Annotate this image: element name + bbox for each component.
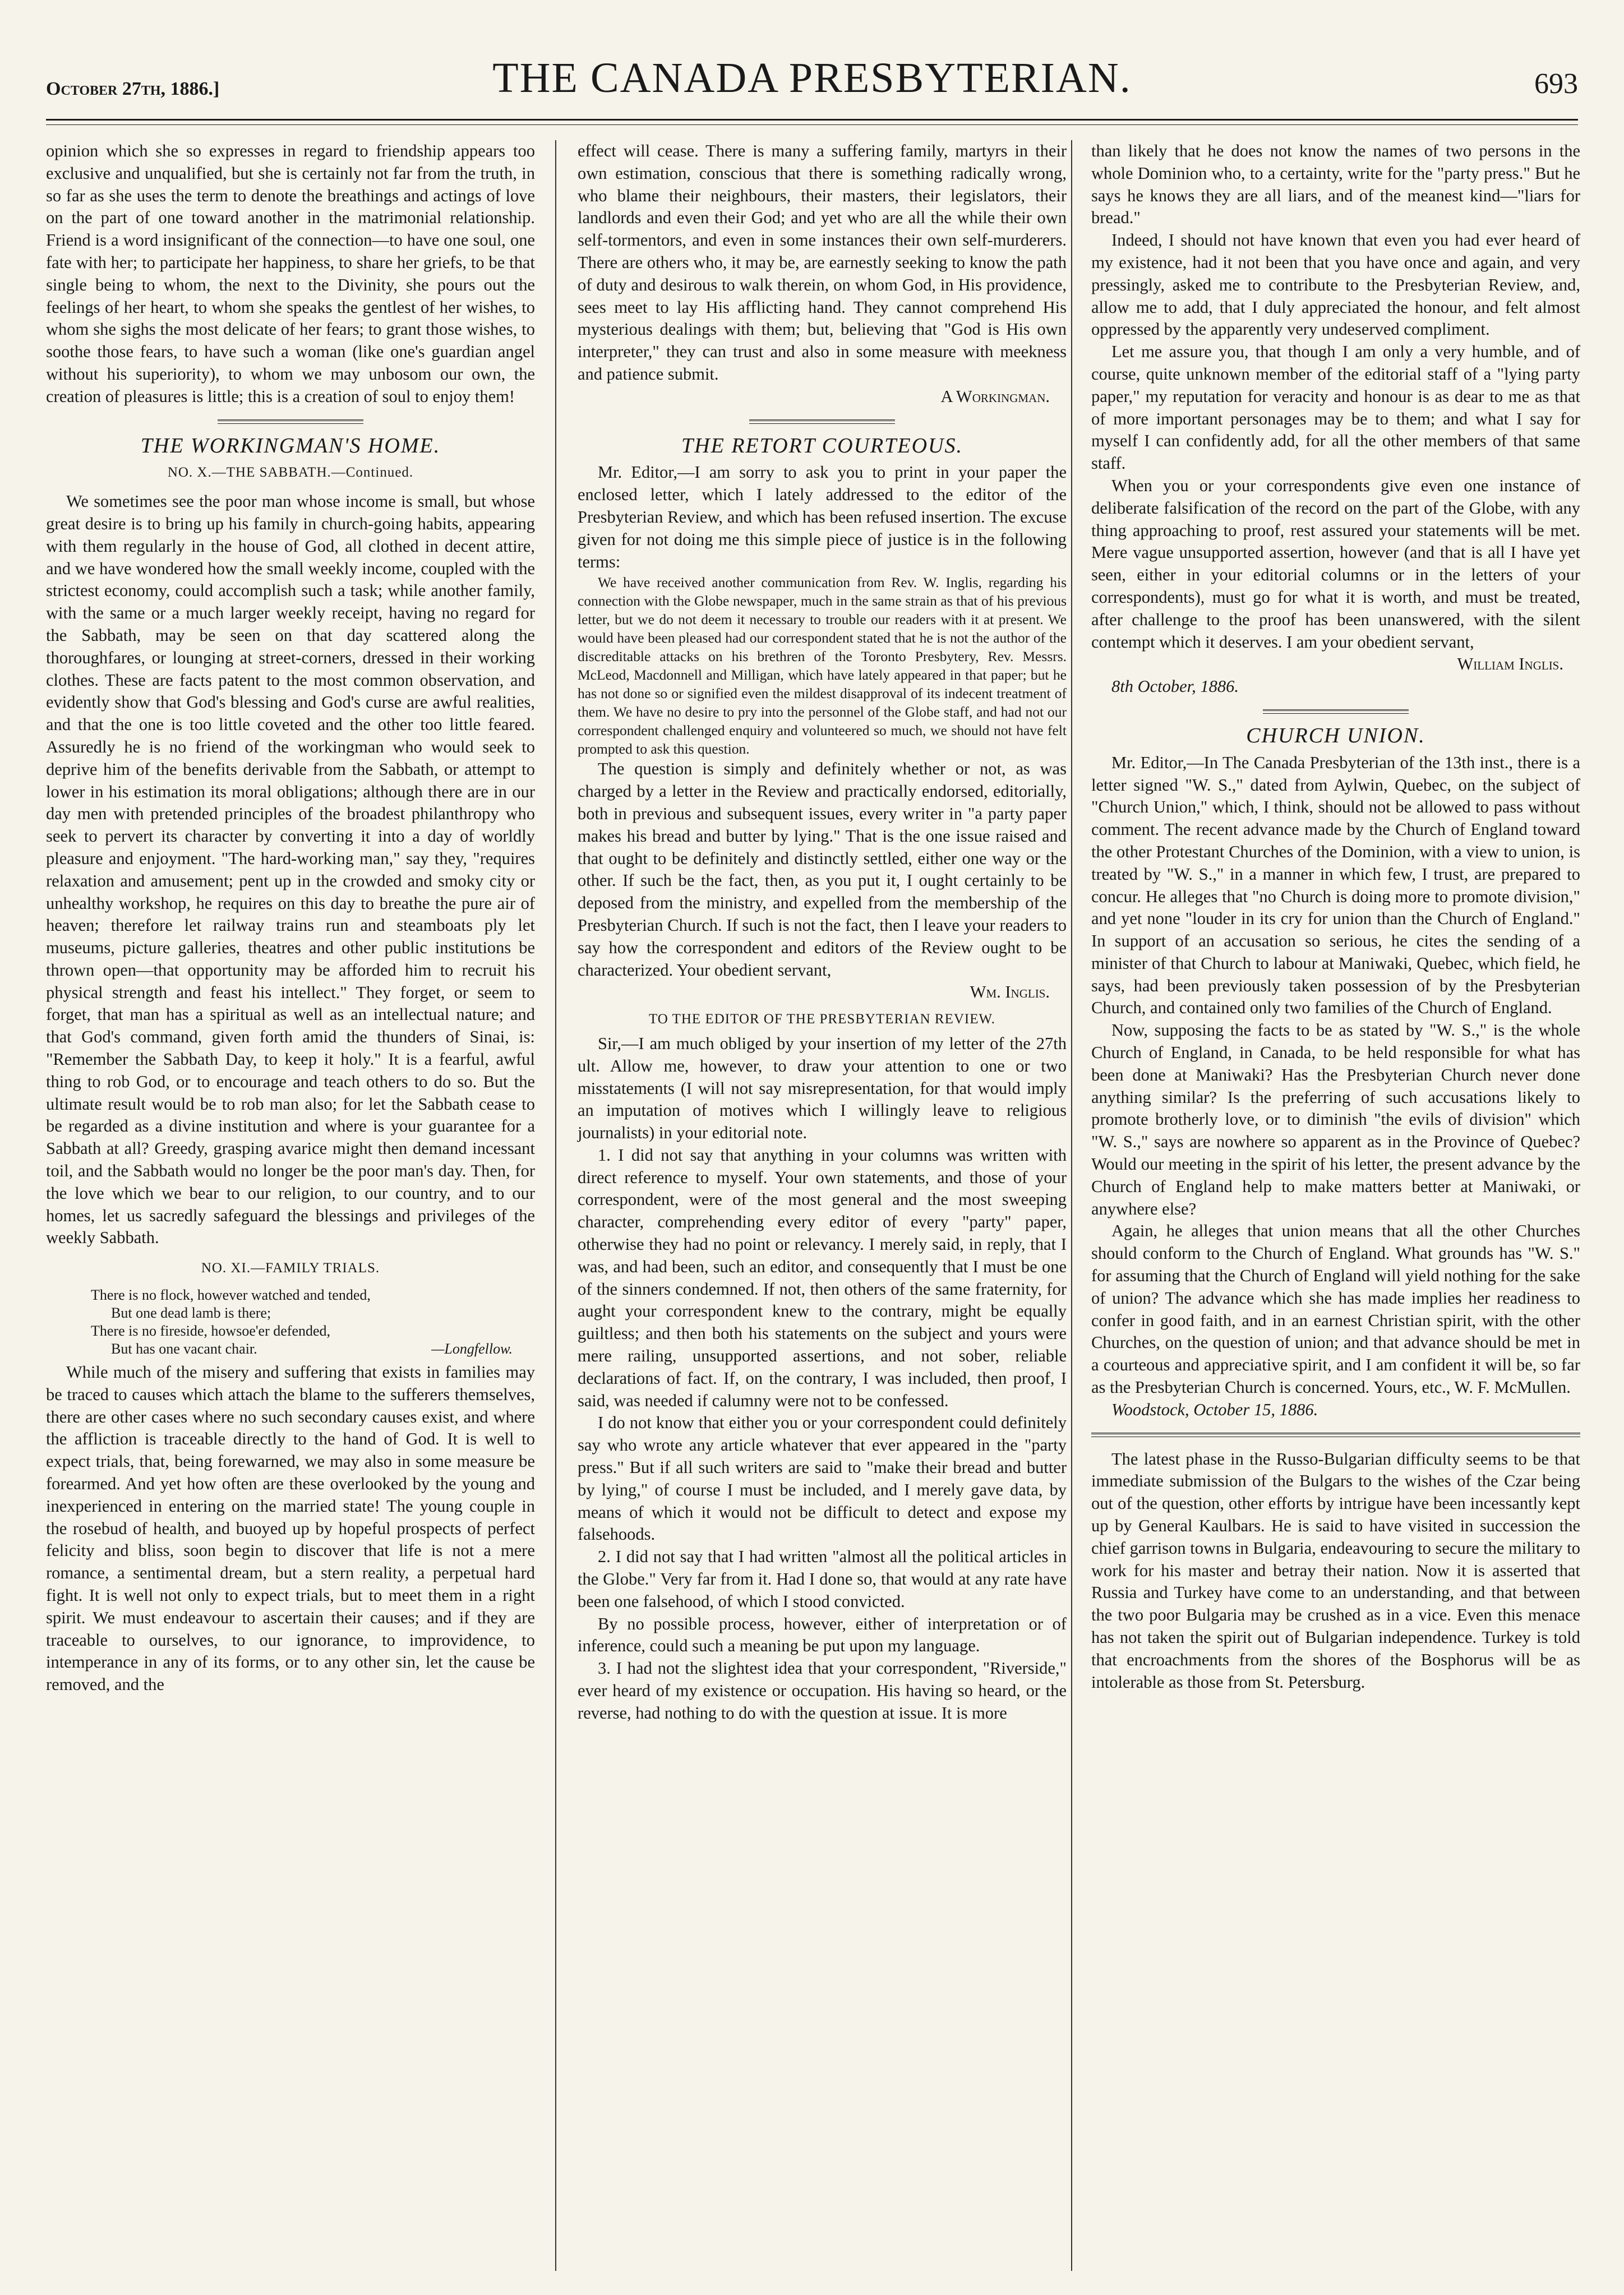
poem-line: There is no flock, however watched and tended, bbox=[91, 1287, 371, 1304]
separator-rule bbox=[749, 419, 895, 424]
article-text: Mr. Editor,—I am sorry to ask you to print in your paper the enclosed letter, which I lately addressed to the editor of the Presbyterian Review, and which has been refused insertion. The excuse given for not doing me this simple piece of justice is in the following terms: bbox=[578, 463, 1067, 571]
article-heading: THE RETORT COURTEOUS. bbox=[681, 433, 963, 458]
issue-date: October 27th, 1886.] bbox=[46, 78, 220, 99]
column-2 bbox=[578, 140, 1067, 1725]
article-text: I do not know that either you or your correspondent could definitely say who wrote any article whatever that ever appeared in the "party press." But if all such writers are said to "make their bread and butter by lying," of course I must be included, and I merely gave data, by means of which it would not be difficult to detect and expose my falsehoods. bbox=[578, 1413, 1067, 1544]
poem-line: But has one vacant chair. bbox=[111, 1341, 257, 1357]
article-text: 2. I did not say that I had written "almost all the political articles in the Globe." Very far from it. Had I done so, that would at any rate have been one falsehood, of which I stood convicted. bbox=[578, 1547, 1067, 1611]
article-text: The question is simply and definitely whether or not, as was charged by a letter in the Review and practically endorsed, editorially, both in previous and subsequent issues, every writer in "a party paper makes his bread and butter by lying." That is the one issue raised and that ought to be definitely and distinctly settled, either one way or the other. If such be the fact, then, as you put it, I ought certainly to be deposed from the ministry, and expelled from the membership of the Presbyterian Church. If such is not the fact, then I leave your readers to say how the correspondent and editors of the Review ought to be characterized. Your obedient servant, bbox=[578, 759, 1067, 980]
masthead bbox=[46, 54, 1578, 121]
article-text: than likely that he does not know the names of two persons in the whole Dominion who, to a certainty, write for the "party press." But he says he knows they are all liars, and of the meanest kind—"liars for bread." bbox=[1091, 141, 1580, 228]
article-text: Let me assure you, that though I am only a very humble, and of course, quite unknown member of the editorial staff of a "lying party paper," my reputation for veracity and honour is as dear to me as that of more important personages may be to them; and what I say for myself I can confidently add, for all the other members of that same staff. bbox=[1091, 342, 1580, 473]
column-divider bbox=[1071, 140, 1072, 2271]
column-divider bbox=[555, 140, 556, 2271]
article-text: By no possible process, however, either of interpretation or of inference, could such a meaning be put upon my language. bbox=[578, 1614, 1067, 1656]
article-text: The latest phase in the Russo-Bulgarian difficulty seems to be that immediate submission of the Bulgars to the wishes of the Czar being out of the question, other efforts by intrigue have been incessantly kept up by General Kaulbars. He is said to have visited in succession the chief garrison towns in Bulgaria, endeavouring to secure the military to work for his master and betray their nation. Now it is asserted that Russia and Turkey have come to an understanding, and that between the two poor Bulgaria may be crushed as in a vice. Even this menace has not taken the spirit out of Bulgarian independence. Turkey is told that encroachments from the shores of the Bosphorus will be as intolerable as those from St. Petersburg. bbox=[1091, 1449, 1580, 1692]
article-text: Indeed, I should not have known that even you had ever heard of my existence, had it not been that you have once and again, and very pressingly, asked me to contribute to the Presbyterian Review, and, allow me to add, that I duly appreciated the honour, and felt almost oppressed by the apparently very undeserved compliment. bbox=[1091, 230, 1580, 339]
dateline: Woodstock, October 15, 1886. bbox=[1111, 1400, 1318, 1419]
separator-rule bbox=[218, 419, 363, 424]
article-text: Sir,—I am much obliged by your insertion of my letter of the 27th ult. Allow me, however, to draw your attention to one or two misstatements (I will not say misrepresentation, for that would imply an imputation of motives which I willingly leave to religious journalists) in your editorial note. bbox=[578, 1033, 1067, 1143]
article-text: effect will cease. There is many a suffering family, martyrs in their own estimation, conscious that there is something radically wrong, who blame their neighbours, their masters, their legislators, their landlords and even their God; and yet who are all the while their own self-tormentors, and even in some instances their own self-murderers. There are others who, it may be, are earnestly seeking to know the path of duty and desirous to walk therein, on whom God, in His providence, sees meet to lay His afflicting hand. They cannot comprehend His mysterious dealings with them; but, believing that "God is His own interpreter," they can trust and also in some measure with meekness and patience submit. bbox=[578, 141, 1067, 384]
article-text: Mr. Editor,—In The Canada Presbyterian of the 13th inst., there is a letter signed "W. S.," dated from Aylwin, Quebec, on the subject of "Church Union," which, I think, should not be allowed to pass without comment. The recent advance made by the Church of England toward the other Protestant Churches of the Dominion, with a view to union, is treated by "W. S.," in a manner in which few, I trust, are prepared to concur. He alleges that "no Church is doing more to promote division," and yet none "louder in its cry for union than the Church of England." In support of an accusation so serious, he cites the sending of a minister of that Church to labour at Maniwaki, Quebec, which field, he says, had been previously taken possession of by the Presbyterian Church, and contained only two families of the Church of England. bbox=[1091, 752, 1580, 1018]
page-number: 693 bbox=[1534, 68, 1578, 100]
article-text: opinion which she so expresses in regard to friendship appears too exclusive and unqualified, but she is certainly not far from the truth, in so far as she uses the term to denote the breathings and actings of love on the part of one toward another in the matrimonial relationship. Friend is a word insignificant of the connection—to have one soul, one fate with her; to participate her happiness, to share her griefs, to be that single being to whom, the next to the Divinity, she pours out the feelings of her heart, to whom she speaks the gentlest of her wishes, to whom she sighs the most delicate of her fears; to grant those wishes, to soothe those fears, to have such a woman (like one's guardian angel without his superiority), to whom we may unbosom our own, the creation of pleasures is little; this is a creation of soul to enjoy them! bbox=[46, 141, 535, 406]
article-text: Again, he alleges that union means that all the other Churches should conform to the Church of England. What grounds has "W. S." for assuming that the Church of England will yield nothing for the sake of union? The advance which she has made implies her readiness to confer in good faith, and in an earnest Christian spirit, with the other Churches, on the question of union; and that advance should be met in a courteous and appreciative spirit, and I am confident it will be, so far as the Presbyterian Church is concerned. Yours, etc., W. F. McMullen. bbox=[1091, 1221, 1580, 1397]
article-text: 1. I did not say that anything in your columns was written with direct reference to myself. Your own statements, and those of your correspondent, were of the most general and the most sweeping character, comprehending every editor of every "party" paper, otherwise they had no point or relevancy. I merely said, in reply, that I was, and had been, such an editor, and consequently that I must be one of the sinners condemned. If not, then others of the same fraternity, for aught your correspondent knew to the contrary, might be equally guiltless; and then both his statements on the subject and yours were mere railing, unsupported assertions, and not sober, reliable declarations of fact. If, on the contrary, I was included, then proof, I said, was needed if calumny were not to be confessed. bbox=[578, 1145, 1067, 1410]
poem-line: There is no fireside, howsoe'er defended, bbox=[91, 1323, 331, 1340]
article-text: Now, supposing the facts to be as stated by "W. S.," is the whole Church of England, in Canada, to be held responsible for what has been done at Maniwaki? Has the Presbyterian Church never done anything similar? Is the preferring of such accusations likely to promote brotherly love, or to diminish "the evils of division" which "W. S.," says are nowhere so apparent as in the Province of Quebec? Would our meeting in the spirit of his letter, the present advance by the Church of England help to make matters better at Maniwaki, or anywhere else? bbox=[1091, 1020, 1580, 1218]
poem-line: But one dead lamb is there; bbox=[111, 1305, 271, 1322]
separator-rule bbox=[1091, 1433, 1580, 1437]
article-text: 3. I had not the slightest idea that your correspondent, "Riverside," ever heard of my existence or occupation. His having so heard, or the reverse, had nothing to do with the question at issue. It is more bbox=[578, 1659, 1067, 1723]
column-1 bbox=[46, 140, 535, 1696]
poem-attribution: —Longfellow. bbox=[431, 1341, 513, 1357]
letter-address: TO THE EDITOR OF THE PRESBYTERIAN REVIEW. bbox=[648, 1012, 996, 1027]
article-heading: THE WORKINGMAN'S HOME. bbox=[140, 433, 441, 458]
article-subheading: NO. X.—THE SABBATH.—Continued. bbox=[167, 465, 414, 481]
masthead-rule bbox=[46, 119, 1578, 121]
poem-quote bbox=[91, 1286, 535, 1358]
separator-rule bbox=[1263, 709, 1409, 714]
signature: A Workingman. bbox=[940, 386, 1050, 406]
signature: William Inglis. bbox=[1457, 654, 1563, 674]
article-subheading: NO. XI.—FAMILY TRIALS. bbox=[201, 1260, 380, 1276]
article-heading: CHURCH UNION. bbox=[1246, 723, 1425, 747]
masthead-rule-thin bbox=[46, 124, 1578, 125]
article-text: While much of the misery and suffering that exists in families may be traced to causes which attach the blame to the sufferers themselves, there are other cases where no such secondary causes exist, and where the affliction is traceable directly to the hand of God. It is well to expect trials, that, being forewarned, we may also in some measure be forearmed. And yet how often are these overlooked by the young and inexperienced in entering on the married state! The young couple in the rosebud of health, and buoyed up by hopeful prospects of perfect felicity and bliss, soon begin to discover that life is not a mere romance, a sentimental dream, but a stern reality, a perpetual hard fight. It is well not only to expect trials, but to meet them in a right spirit. We must endeavour to ascertain their causes; and if they are traceable to ourselves, to our ignorance, to improvidence, to intemperance in any of its forms, or to any other sin, let the cause be removed, and the bbox=[46, 1363, 535, 1694]
column-3 bbox=[1091, 140, 1580, 1693]
dateline: 8th October, 1886. bbox=[1111, 677, 1239, 696]
quoted-notice: We have received another communication from Rev. W. Inglis, regarding his connection with the Globe newspaper, much in the same strain as that of his previous letter, but we do not deem it necessary to trouble our readers with it at present. We would have been pleased had our correspondent stated that he is not the author of the discreditable attacks on his brethren of the Toronto Presbytery, Rev. Messrs. McLeod, Macdonnell and Milligan, which have lately appeared in that paper; but he has not done so or signified even the mildest disapproval of its indecent treatment of them. We have no desire to pry into the personnel of the Globe staff, and had not our correspondent challenged enquiry and volunteered so much, we should not have felt prompted to ask this question. bbox=[578, 574, 1067, 758]
article-text: We sometimes see the poor man whose income is small, but whose great desire is to bring up his family in church-going habits, appearing with them regularly in the house of God, all clothed in decent attire, and we have wondered how the small weekly income, coupled with the strictest economy, could accomplish such a task; while another family, with the same or a much larger weekly receipt, having no regard for the Sabbath, may be seen on that day scattered along the thoroughfares, or lounging at street-corners, dressed in their working clothes. These are facts patent to the most common observation, and evidently show that God's blessing and God's curse are awful realities, and that the one is too little coveted and the other too little feared. Assuredly he is no friend of the workingman who would seek to deprive him of the benefits derivable from the Sabbath, or attempt to lower in his estimation its moral obligations; although there are in our day men with pretended principles of the broadest philanthropy who seek to pervert its character by converting it into a day of worldly pleasure and enjoyment. "The hard-working man," say they, "requires relaxation and amusement; pent up in the crowded and smoky city or unhealthy workshop, he requires on this day to breathe the pure air of heaven; therefore let railway trains run and steamboats ply let museums, picture galleries, theatres and other public institutions be thrown open—that opportunity may be afforded him to recruit his physical strength and feast his intellect." They forget, or seem to forget, that man has a spiritual as well as an intellectual nature; and that God's command, given forth amid the thunders of Sinai, is: "Remember the Sabbath Day, to keep it holy." It is a fearful, awful thing to rob God, or to encourage and teach others to do so. But the ultimate result would be to rob man also; for let the Sabbath cease to be regarded as a divine institution and where is your guarantee for a Sabbath at all? Greedy, grasping avarice might then demand incessant toil, and the Sabbath would no longer be the poor man's day. Then, for the love which we bear to our religion, to our country, and to our homes, let us sacredly safeguard the blessings and privileges of the weekly Sabbath. bbox=[46, 492, 535, 1248]
signature: Wm. Inglis. bbox=[970, 982, 1050, 1002]
article-text: When you or your correspondents give even one instance of deliberate falsification of the record on the part of the Globe, with any thing approaching to proof, rest assured your statements will be met. Mere vague unsupported assertion, however (and that is all I have yet seen, either in your editorial columns or in the letters of your correspondents), must go for what it is worth, and must be treated, after challenge to the proof has been unanswered, with the silent contempt which it deserves. I am your obedient servant, bbox=[1091, 475, 1580, 652]
newspaper-title: THE CANADA PRESBYTERIAN. bbox=[492, 54, 1132, 101]
